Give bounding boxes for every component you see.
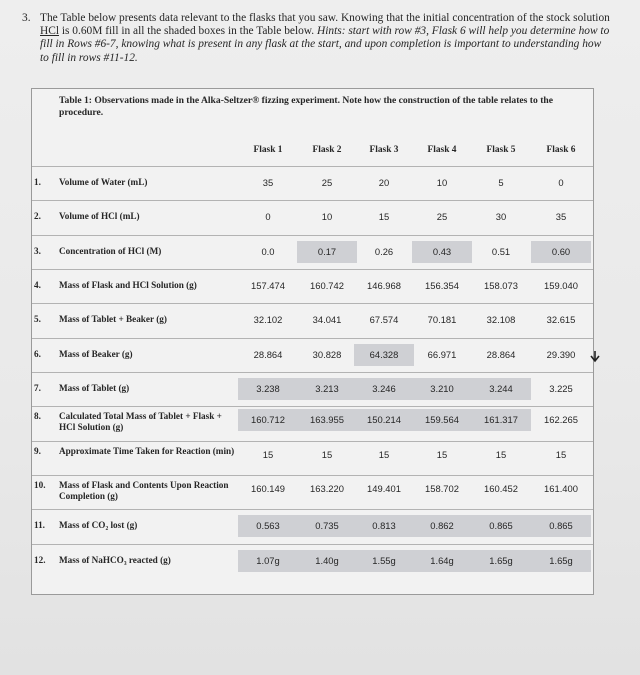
column-header-flask-4: Flask 4 (427, 145, 457, 155)
table-cell-flask-5: 30 (495, 211, 507, 222)
table-cell-flask-6: 32.615 (546, 314, 576, 325)
table-cell-flask-5: 15 (495, 449, 507, 460)
row-label: Mass of Tablet (g) (59, 383, 130, 393)
table-cell-flask-3: 67.574 (369, 314, 399, 325)
table-cell-flask-4: 1.64g (412, 550, 472, 572)
table-row (32, 166, 593, 201)
table-cell-flask-3: 3.246 (354, 378, 414, 400)
table-cell-flask-1: 3.238 (238, 378, 298, 400)
row-number: 10. (34, 480, 46, 490)
table-cell-flask-3: 15 (378, 449, 390, 460)
column-header-flask-3: Flask 3 (369, 145, 399, 155)
hcl-underlined: HCl (40, 25, 59, 38)
table-cell-flask-6: 1.65g (531, 550, 591, 572)
table-cell-flask-3: 15 (378, 211, 390, 222)
row-number: 2. (34, 211, 41, 221)
row-label: Mass of Flask and HCl Solution (g) (59, 280, 197, 290)
table-row (32, 200, 593, 236)
row-number: 7. (34, 383, 41, 393)
table-cell-flask-2: 3.213 (297, 378, 357, 400)
question-body (40, 12, 612, 65)
table-cell-flask-4: 66.971 (427, 349, 457, 360)
table-cell-flask-2: 0.17 (297, 241, 357, 263)
table-cell-flask-1: 0.0 (261, 246, 275, 257)
table-cell-flask-5: 0.865 (471, 515, 531, 537)
row-label: Mass of Beaker (g) (59, 349, 133, 359)
table-cell-flask-2: 163.955 (297, 409, 357, 431)
question-hints: Hints: start with row #3, Flask 6 will help you determine how to fill in Rows #6-7, knowing what is present in any flask at the start, and upon completion is important to understanding how to fill in rows #11-12. (40, 25, 610, 64)
table-cell-flask-4: 3.210 (412, 378, 472, 400)
row-label: Mass of Flask and Contents Upon Reaction Completion (g) (59, 480, 229, 501)
table-cell-flask-4: 0.43 (412, 241, 472, 263)
table-cell-flask-3: 64.328 (354, 344, 414, 366)
table-cell-flask-2: 163.220 (310, 483, 344, 494)
row-number: 9. (34, 446, 41, 456)
table-row (32, 406, 593, 442)
table-row (32, 338, 593, 373)
table-cell-flask-1: 1.07g (238, 550, 298, 572)
table-cell-flask-1: 28.864 (253, 349, 283, 360)
table-cell-flask-5: 160.452 (484, 483, 518, 494)
row-label: Concentration of HCl (M) (59, 246, 162, 256)
question-number: 3. (22, 12, 31, 24)
table-cell-flask-6: 162.265 (544, 414, 578, 425)
row-number: 5. (34, 314, 41, 324)
table-cell-flask-5: 0.51 (491, 246, 511, 257)
row-label: Approximate Time Taken for Reaction (min) (59, 446, 235, 456)
table-cell-flask-2: 0.735 (297, 515, 357, 537)
row-number: 3. (34, 246, 41, 256)
column-header-flask-2: Flask 2 (312, 145, 342, 155)
mouse-cursor-icon (589, 351, 601, 365)
table-cell-flask-1: 0.563 (238, 515, 298, 537)
table-cell-flask-5: 28.864 (486, 349, 516, 360)
table-cell-flask-6: 29.390 (546, 349, 576, 360)
column-header-flask-5: Flask 5 (486, 145, 516, 155)
row-number: 4. (34, 280, 41, 290)
table-cell-flask-2: 10 (321, 211, 333, 222)
row-number: 6. (34, 349, 41, 359)
table-cell-flask-3: 0.26 (374, 246, 394, 257)
table-cell-flask-2: 160.742 (310, 280, 344, 291)
table-cell-flask-5: 161.317 (471, 409, 531, 431)
table-cell-flask-3: 20 (378, 177, 390, 188)
row-label: Mass of Tablet + Beaker (g) (59, 314, 167, 324)
table-cell-flask-1: 15 (262, 449, 274, 460)
table-cell-flask-5: 32.108 (486, 314, 516, 325)
table-cell-flask-4: 156.354 (425, 280, 459, 291)
table-cell-flask-1: 160.712 (238, 409, 298, 431)
table-cell-flask-6: 0 (558, 177, 564, 188)
row-label: Volume of HCl (mL) (59, 211, 140, 221)
table-row (32, 235, 593, 270)
table-cell-flask-6: 0.865 (531, 515, 591, 537)
row-label: Calculated Total Mass of Tablet + Flask + HCl Solution (g) (59, 411, 222, 432)
table-row (32, 269, 593, 304)
table-cell-flask-2: 1.40g (297, 550, 357, 572)
table-cell-flask-5: 1.65g (471, 550, 531, 572)
column-header-flask-1: Flask 1 (253, 145, 283, 155)
row-label: Volume of Water (mL) (59, 177, 148, 187)
observations-table (31, 88, 594, 595)
table-row (32, 544, 593, 595)
table-cell-flask-3: 0.813 (354, 515, 414, 537)
table-cell-flask-2: 30.828 (312, 349, 342, 360)
table-cell-flask-4: 70.181 (427, 314, 457, 325)
table-cell-flask-4: 15 (436, 449, 448, 460)
question-text (22, 12, 612, 65)
table-cell-flask-1: 160.149 (251, 483, 285, 494)
row-number: 8. (34, 411, 41, 421)
table-cell-flask-3: 1.55g (354, 550, 414, 572)
table-cell-flask-1: 0 (265, 211, 271, 222)
table-cell-flask-1: 32.102 (253, 314, 283, 325)
table-row (32, 509, 593, 545)
table-cell-flask-5: 158.073 (484, 280, 518, 291)
table-caption: Table 1: Observations made in the Alka-Seltzer® fizzing experiment. Note how the construction of the table relates to the procedure. (59, 95, 553, 118)
table-cell-flask-5: 5 (498, 177, 504, 188)
table-row (32, 475, 593, 510)
table-row (32, 372, 593, 407)
table-cell-flask-6: 0.60 (531, 241, 591, 263)
table-cell-flask-2: 25 (321, 177, 333, 188)
row-number: 11. (34, 520, 45, 530)
table-cell-flask-6: 35 (555, 211, 567, 222)
table-row (32, 303, 593, 339)
table-cell-flask-6: 15 (555, 449, 567, 460)
table-cell-flask-2: 34.041 (312, 314, 342, 325)
table-cell-flask-4: 159.564 (412, 409, 472, 431)
row-number: 1. (34, 177, 41, 187)
table-cell-flask-3: 149.401 (367, 483, 401, 494)
table-cell-flask-2: 15 (321, 449, 333, 460)
question-main-text-2: is 0.60M fill in all the shaded boxes in the Table below. (61, 25, 315, 38)
table-cell-flask-6: 161.400 (544, 483, 578, 494)
row-label: Mass of NaHCO₃ reacted (g) (59, 555, 171, 565)
table-cell-flask-6: 159.040 (544, 280, 578, 291)
table-cell-flask-4: 0.862 (412, 515, 472, 537)
table-row (32, 441, 593, 476)
question-main-text: The Table below presents data relevant to the flasks that you saw. Knowing that the initial concentration of the stock solution (40, 12, 610, 24)
table-cell-flask-4: 10 (436, 177, 448, 188)
table-cell-flask-1: 157.474 (251, 280, 285, 291)
column-header-flask-6: Flask 6 (546, 145, 576, 155)
table-cell-flask-6: 3.225 (549, 383, 573, 394)
table-cell-flask-3: 146.968 (367, 280, 401, 291)
table-cell-flask-4: 158.702 (425, 483, 459, 494)
table-cell-flask-1: 35 (262, 177, 274, 188)
table-cell-flask-5: 3.244 (471, 378, 531, 400)
row-number: 12. (34, 555, 46, 565)
row-label: Mass of CO₂ lost (g) (59, 520, 138, 530)
table-cell-flask-4: 25 (436, 211, 448, 222)
table-cell-flask-3: 150.214 (354, 409, 414, 431)
